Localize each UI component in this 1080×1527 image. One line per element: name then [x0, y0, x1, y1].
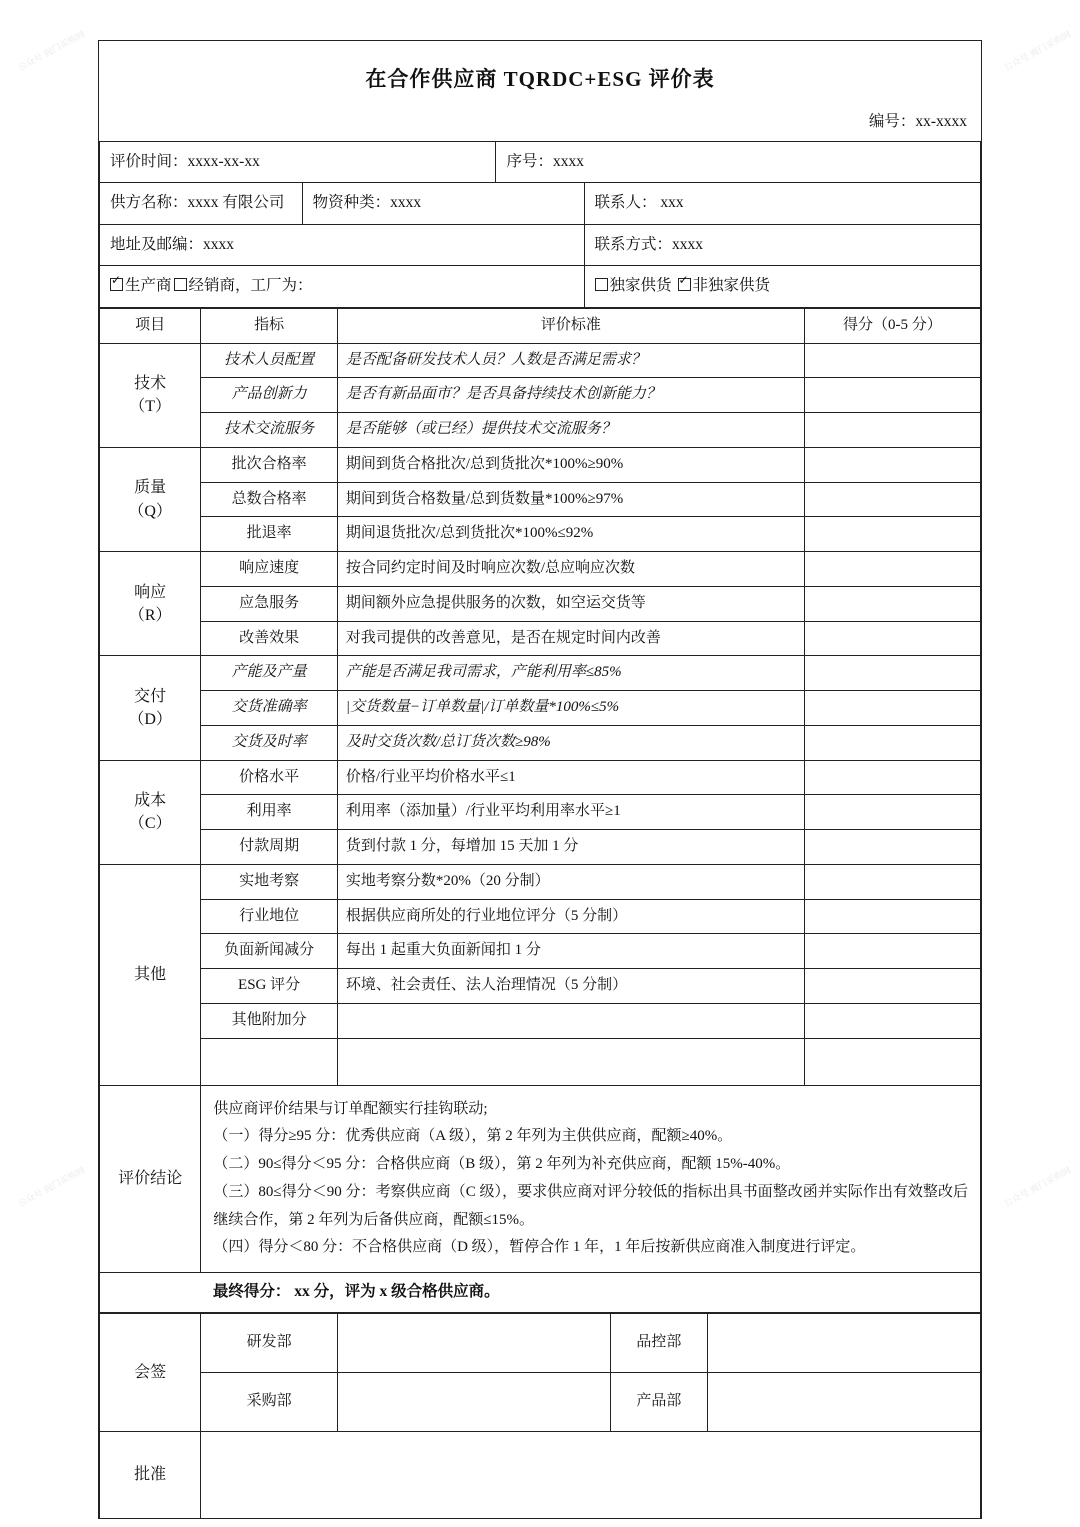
indicator-cell: 产品创新力	[201, 378, 338, 413]
score-cell[interactable]	[804, 691, 980, 726]
final-score-spacer	[100, 1273, 201, 1312]
indicator-cell: 交货及时率	[201, 725, 338, 760]
table-row	[100, 725, 981, 760]
criteria-cell: 是否能够（或已经）提供技术交流服务？	[337, 413, 804, 448]
indicator-cell: 技术交流服务	[201, 413, 338, 448]
criteria-cell[interactable]	[337, 1038, 804, 1085]
table-row	[100, 621, 981, 656]
indicator-cell: 总数合格率	[201, 482, 338, 517]
table-row	[100, 760, 981, 795]
manufacturer-label: 生产商	[125, 277, 172, 295]
phone-cell: 联系方式：xxxx	[584, 224, 980, 265]
info-row-supplier	[100, 183, 981, 224]
table-row	[100, 899, 981, 934]
table-row	[100, 656, 981, 691]
score-cell[interactable]	[804, 552, 980, 587]
signoff-row	[100, 1313, 981, 1372]
document-code: 编号：xx-xxxx	[868, 113, 967, 130]
signoff-value-product[interactable]	[707, 1372, 980, 1431]
col-header-criteria: 评价标准	[337, 308, 804, 343]
score-cell[interactable]	[804, 1003, 980, 1038]
conclusion-line: 供应商评价结果与订单配额实行挂钩联动;	[213, 1100, 488, 1117]
criteria-cell: 产能是否满足我司需求，产能利用率≤85%	[337, 656, 804, 691]
criteria-cell: 每出 1 起重大负面新闻扣 1 分	[337, 934, 804, 969]
signoff-dept-product: 产品部	[610, 1372, 707, 1431]
signoff-row	[100, 1372, 981, 1431]
criteria-cell: 期间退货批次/总到货批次*100%≤92%	[337, 517, 804, 552]
criteria-cell: 及时交货次数/总订货次数≥98%	[337, 725, 804, 760]
col-header-project: 项目	[100, 308, 201, 343]
criteria-cell[interactable]	[337, 1003, 804, 1038]
indicator-cell: 交货准确率	[201, 691, 338, 726]
criteria-cell: 实地考察分数*20%（20 分制）	[337, 864, 804, 899]
table-row	[100, 447, 981, 482]
group-label-delivery: 交付 （D）	[100, 656, 201, 760]
score-cell[interactable]	[804, 795, 980, 830]
criteria-cell: 按合同约定时间及时响应次数/总应响应次数	[337, 552, 804, 587]
conclusion-label: 评价结论	[100, 1085, 201, 1273]
table-row	[100, 795, 981, 830]
address-cell: 地址及邮编：xxxx	[100, 224, 585, 265]
criteria-cell: 期间额外应急提供服务的次数，如空运交货等	[337, 586, 804, 621]
criteria-cell: 是否配备研发技术人员？人数是否满足需求？	[337, 343, 804, 378]
table-row	[100, 1003, 981, 1038]
final-score-row	[100, 1273, 981, 1312]
criteria-cell: 期间到货合格数量/总到货数量*100%≥97%	[337, 482, 804, 517]
conclusion-line: （三）80≤得分＜90 分：考察供应商（C 级），要求供应商对评分较低的指标出具书面整改函并实际作出有效整改后继续合作，第 2 年列为后备供应商，配额≤15%。	[213, 1183, 968, 1228]
watermark: 公众号 阀门采购网	[16, 29, 87, 73]
score-cell[interactable]	[804, 760, 980, 795]
conclusion-line: （一）得分≥95 分：优秀供应商（A 级），第 2 年列为主供供应商，配额≥40%。	[213, 1128, 733, 1145]
signoff-value-rd[interactable]	[337, 1313, 610, 1372]
signoff-dept-purchase: 采购部	[201, 1372, 338, 1431]
score-cell[interactable]	[804, 864, 980, 899]
group-label-cost: 成本 （C）	[100, 760, 201, 864]
signoff-value-qc[interactable]	[707, 1313, 980, 1372]
score-cell[interactable]	[804, 934, 980, 969]
table-row	[100, 1038, 981, 1085]
indicator-cell: 实地考察	[201, 864, 338, 899]
criteria-cell: 环境、社会责任、法人治理情况（5 分制）	[337, 969, 804, 1004]
criteria-cell: 货到付款 1 分，每增加 15 天加 1 分	[337, 830, 804, 865]
score-cell[interactable]	[804, 378, 980, 413]
indicator-cell: ESG 评分	[201, 969, 338, 1004]
score-cell[interactable]	[804, 1038, 980, 1085]
info-row-time	[100, 142, 981, 183]
table-row	[100, 482, 981, 517]
col-header-score: 得分（0-5 分）	[804, 308, 980, 343]
criteria-cell: 对我司提供的改善意见，是否在规定时间内改善	[337, 621, 804, 656]
exclusive-checkbox[interactable]	[595, 278, 608, 291]
indicator-cell: 技术人员配置	[201, 343, 338, 378]
conclusion-line: （四）得分＜80 分：不合格供应商（D 级），暂停合作 1 年，1 年后按新供应商准入制度进行评定。	[213, 1239, 866, 1256]
table-row	[100, 934, 981, 969]
criteria-cell: 根据供应商所处的行业地位评分（5 分制）	[337, 899, 804, 934]
group-label-response: 响应 （R）	[100, 552, 201, 656]
header-info-table	[99, 141, 981, 308]
evaluation-table	[99, 308, 981, 1313]
table-row	[100, 864, 981, 899]
score-cell[interactable]	[804, 413, 980, 448]
group-label-tech: 技术 （T）	[100, 343, 201, 447]
indicator-cell: 改善效果	[201, 621, 338, 656]
score-cell[interactable]	[804, 517, 980, 552]
criteria-cell: |交货数量−订单数量|/订单数量*100%≤5%	[337, 691, 804, 726]
col-header-indicator: 指标	[201, 308, 338, 343]
score-cell[interactable]	[804, 621, 980, 656]
table-row	[100, 517, 981, 552]
table-row	[100, 413, 981, 448]
dealer-label: 经销商，工厂为：	[188, 277, 313, 295]
approval-row	[100, 1431, 981, 1518]
indicator-cell: 产能及产量	[201, 656, 338, 691]
approval-value[interactable]	[201, 1431, 981, 1518]
eval-time-cell: 评价时间：xxxx-xx-xx	[100, 142, 496, 183]
signoff-dept-qc: 品控部	[610, 1313, 707, 1372]
table-row	[100, 586, 981, 621]
non-exclusive-label: 非独家供货	[692, 277, 771, 295]
table-row	[100, 343, 981, 378]
criteria-cell: 是否有新品面市？是否具备持续技术创新能力？	[337, 378, 804, 413]
group-label-quality: 质量 （Q）	[100, 447, 201, 551]
contact-person-cell: 联系人： xxx	[584, 183, 980, 224]
non-exclusive-checkbox[interactable]	[678, 278, 691, 291]
exclusivity-cell	[584, 266, 980, 307]
criteria-cell: 利用率（添加量）/行业平均利用率水平≥1	[337, 795, 804, 830]
table-row	[100, 830, 981, 865]
score-cell[interactable]	[804, 447, 980, 482]
table-row	[100, 691, 981, 726]
manufacturer-checkbox[interactable]	[110, 278, 123, 291]
score-cell[interactable]	[804, 969, 980, 1004]
serial-cell: 序号：xxxx	[496, 142, 981, 183]
indicator-cell: 付款周期	[201, 830, 338, 865]
indicator-cell: 应急服务	[201, 586, 338, 621]
score-cell[interactable]	[804, 725, 980, 760]
final-score-text: 最终得分： xx 分，评为 x 级合格供应商。	[201, 1273, 981, 1312]
info-row-address	[100, 224, 981, 265]
conclusion-body	[201, 1085, 981, 1273]
indicator-cell: 行业地位	[201, 899, 338, 934]
indicator-cell: 其他附加分	[201, 1003, 338, 1038]
criteria-cell: 价格/行业平均价格水平≤1	[337, 760, 804, 795]
supplier-name-cell: 供方名称：xxxx 有限公司	[100, 183, 303, 224]
indicator-cell: 响应速度	[201, 552, 338, 587]
score-cell[interactable]	[804, 899, 980, 934]
watermark: 公众号 阀门采购网	[16, 1165, 87, 1209]
watermark: 公众号 阀门采购网	[1002, 29, 1073, 73]
indicator-cell: 价格水平	[201, 760, 338, 795]
signoff-dept-rd: 研发部	[201, 1313, 338, 1372]
score-cell[interactable]	[804, 830, 980, 865]
score-cell[interactable]	[804, 586, 980, 621]
page-title: 在合作供应商 TQRDC+ESG 评价表	[365, 67, 715, 91]
signoff-value-purchase[interactable]	[337, 1372, 610, 1431]
criteria-cell: 期间到货合格批次/总到货批次*100%≥90%	[337, 447, 804, 482]
indicator-cell: 利用率	[201, 795, 338, 830]
group-label-other: 其他	[100, 864, 201, 1085]
signoff-table	[99, 1313, 981, 1519]
score-cell[interactable]	[804, 482, 980, 517]
dealer-checkbox[interactable]	[174, 278, 187, 291]
signoff-label: 会签	[100, 1313, 201, 1431]
conclusion-line: （二）90≤得分＜95 分：合格供应商（B 级），第 2 年列为补充供应商，配额 15%-40%。	[213, 1156, 791, 1173]
table-row	[100, 378, 981, 413]
document-page	[98, 40, 982, 1519]
score-cell[interactable]	[804, 343, 980, 378]
score-cell[interactable]	[804, 656, 980, 691]
indicator-cell[interactable]	[201, 1038, 338, 1085]
table-row	[100, 969, 981, 1004]
indicator-cell: 批退率	[201, 517, 338, 552]
indicator-cell: 负面新闻减分	[201, 934, 338, 969]
info-row-supplier-type	[100, 266, 981, 307]
table-row	[100, 552, 981, 587]
material-type-cell: 物资种类：xxxx	[302, 183, 584, 224]
exclusive-label: 独家供货	[609, 277, 672, 295]
conclusion-row	[100, 1085, 981, 1273]
approval-label: 批准	[100, 1431, 201, 1518]
supplier-type-cell	[100, 266, 585, 307]
table-header-row	[100, 308, 981, 343]
watermark: 公众号 阀门采购网	[1002, 1165, 1073, 1209]
indicator-cell: 批次合格率	[201, 447, 338, 482]
